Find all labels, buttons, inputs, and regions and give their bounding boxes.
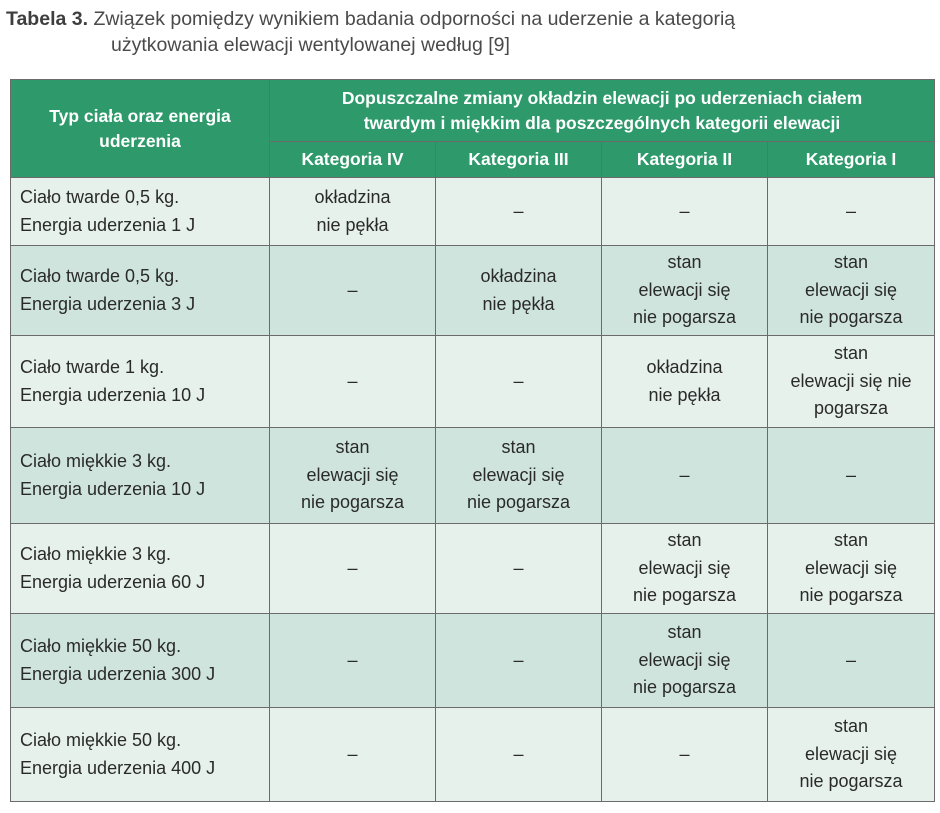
- caption-label: Tabela 3.: [6, 8, 89, 30]
- result-cell: –: [270, 336, 436, 428]
- result-cell: stan elewacji się nie pogarsza: [768, 524, 935, 614]
- col-header-category-iii: Kategoria III: [436, 142, 602, 178]
- result-cell: –: [602, 708, 768, 802]
- impact-category-table: [10, 79, 935, 802]
- result-cell: stan elewacji się nie pogarsza: [768, 708, 935, 802]
- table-row: [11, 336, 935, 428]
- result-cell: –: [270, 614, 436, 708]
- result-cell: okładzina nie pękła: [436, 246, 602, 336]
- result-cell: –: [768, 178, 935, 246]
- table-caption: [6, 6, 926, 58]
- table-row: [11, 178, 935, 246]
- col-header-impact-type: Typ ciała oraz energia uderzenia: [11, 80, 270, 178]
- row-label: Ciało twarde 0,5 kg. Energia uderzenia 3 J: [11, 246, 270, 336]
- row-label: Ciało miękkie 50 kg. Energia uderzenia 400 J: [11, 708, 270, 802]
- result-cell: okładzina nie pękła: [270, 178, 436, 246]
- caption-line-1: [6, 6, 735, 32]
- row-label: Ciało miękkie 3 kg. Energia uderzenia 10 J: [11, 428, 270, 524]
- table-row: [11, 524, 935, 614]
- col-header-category-iv: Kategoria IV: [270, 142, 436, 178]
- row-label: Ciało twarde 0,5 kg. Energia uderzenia 1 J: [11, 178, 270, 246]
- caption-title: Związek pomiędzy wynikiem badania odporności na uderzenie a kategorią: [93, 8, 736, 30]
- result-cell: stan elewacji się nie pogarsza: [602, 246, 768, 336]
- result-cell: stan elewacji się nie pogarsza: [768, 246, 935, 336]
- table-row: [11, 708, 935, 802]
- result-cell: –: [270, 246, 436, 336]
- row-label: Ciało twarde 1 kg. Energia uderzenia 10 J: [11, 336, 270, 428]
- result-cell: –: [602, 428, 768, 524]
- result-cell: stan elewacji się nie pogarsza: [768, 336, 935, 428]
- result-cell: –: [768, 428, 935, 524]
- result-cell: –: [436, 614, 602, 708]
- result-cell: okładzina nie pękła: [602, 336, 768, 428]
- result-cell: –: [436, 336, 602, 428]
- group-header-allowed-changes: Dopuszczalne zmiany okładzin elewacji po uderzeniach ciałem twardym i miękkim dla poszczególnych kategorii elewacji: [270, 80, 935, 142]
- table-row: [11, 428, 935, 524]
- col-header-category-i: Kategoria I: [768, 142, 935, 178]
- result-cell: –: [436, 524, 602, 614]
- result-cell: –: [768, 614, 935, 708]
- row-label: Ciało miękkie 50 kg. Energia uderzenia 300 J: [11, 614, 270, 708]
- result-cell: stan elewacji się nie pogarsza: [602, 524, 768, 614]
- result-cell: stan elewacji się nie pogarsza: [602, 614, 768, 708]
- result-cell: –: [270, 524, 436, 614]
- result-cell: –: [436, 708, 602, 802]
- result-cell: –: [270, 708, 436, 802]
- result-cell: stan elewacji się nie pogarsza: [270, 428, 436, 524]
- result-cell: stan elewacji się nie pogarsza: [436, 428, 602, 524]
- result-cell: –: [436, 178, 602, 246]
- caption-line-2: użytkowania elewacji wentylowanej według [9]: [111, 34, 510, 56]
- row-label: Ciało miękkie 3 kg. Energia uderzenia 60 J: [11, 524, 270, 614]
- table-row: [11, 614, 935, 708]
- table-row: [11, 246, 935, 336]
- result-cell: –: [602, 178, 768, 246]
- col-header-category-ii: Kategoria II: [602, 142, 768, 178]
